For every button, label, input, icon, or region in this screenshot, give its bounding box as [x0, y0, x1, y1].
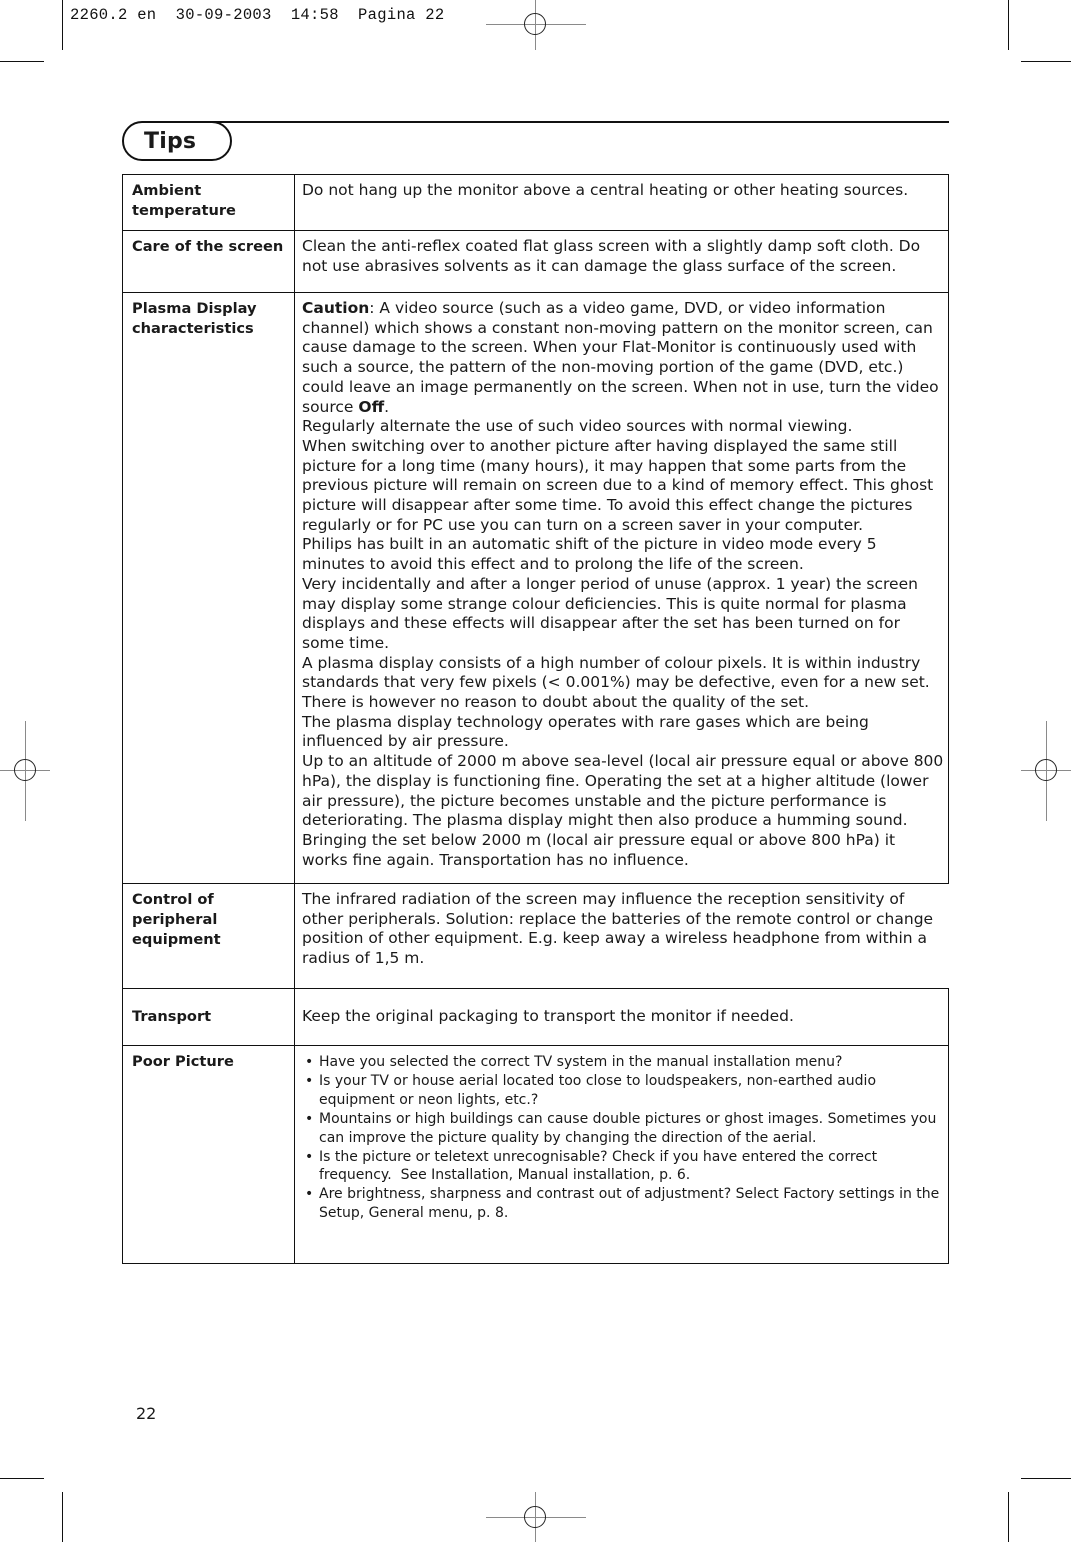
row-label: Care of the screen	[122, 231, 295, 292]
print-slug: 2260.2 en 30-09-2003 14:58 Pagina 22	[70, 6, 445, 24]
paragraph: A plasma display consists of a high number of colour pixels. It is within industry standards that very few pixels (< 0.001%) may be defective, even for a new set. There is however no reason to doubt about the quality of the set.	[302, 653, 930, 712]
crop-mark	[1021, 1478, 1071, 1479]
paragraph: Philips has built in an automatic shift of the picture in video mode every 5 minutes to avoid this effect and to prolong the life of the screen.	[302, 535, 877, 574]
paragraph: Clean the anti-reflex coated flat glass screen with a slightly damp soft cloth. Do not use abrasives solvents as it can damage the glass surface of the screen.	[302, 237, 921, 275]
row-label: Poor Picture	[122, 1046, 295, 1263]
table-row-control-of-peripheral-equipment	[122, 884, 949, 989]
crop-mark	[0, 61, 44, 62]
section-title	[122, 121, 232, 161]
bullet-item: • Is the picture or teletext unrecognisable? Check if you have entered the correct frequency. See Installation, Manual installation, p. 6.	[302, 1148, 944, 1186]
crop-mark	[62, 1492, 63, 1542]
paragraph: The plasma display technology operates with rare gases which are being influenced by air pressure.	[302, 712, 869, 751]
bullet-item: • Is your TV or house aerial located too close to loudspeakers, non-earthed audio equipment or neon lights, etc.?	[302, 1072, 944, 1110]
crop-mark	[1008, 0, 1009, 50]
section-title-text: Tips	[144, 128, 197, 154]
caution-paragraph: Caution: A video source (such as a video game, DVD, or video information channel) which shows a constant non-moving pattern on the monitor screen, can cause damage to the screen. When your Flat-Monitor is continuously used with such a source, the pattern of the non-moving portion of the game (DVD, etc.) could leave an image permanently on the screen. When not in use, turn the video source Off.	[302, 299, 939, 416]
bullet-list	[302, 1053, 944, 1223]
row-content	[295, 989, 949, 1045]
tips-table	[122, 174, 949, 1264]
row-content	[295, 231, 949, 292]
row-label: Plasma Display characteristics	[122, 293, 295, 883]
table-row-plasma-display	[122, 293, 949, 884]
paragraph: When switching over to another picture after having displayed the same still picture for a long time (many hours), it may happen that some parts from the previous picture will remain on screen due to a kind of memory effect. This ghost picture will disappear after some time. To avoid this effect change the pictures regularly or for PC use you can turn on a screen saver in your computer.	[302, 436, 934, 534]
paragraph: Regularly alternate the use of such video sources with normal viewing.	[302, 417, 853, 436]
table-row-care-of-screen	[122, 231, 949, 293]
paragraph: Up to an altitude of 2000 m above sea-level (local air pressure equal or above 800 hPa), the display is functioning fine. Operating the set at a higher altitude (lower air pressure), the picture becomes unstable and the picture performance is deteriorating. The plasma display might then also produce a humming sound. Bringing the set below 2000 m (local air pressure equal or above 800 hPa) it works fine again. Transportation has no influence.	[302, 752, 944, 869]
bullet-item: • Are brightness, sharpness and contrast out of adjustment? Select Factory settings in the Setup, General menu, p. 8.	[302, 1185, 944, 1223]
row-content	[295, 1046, 949, 1263]
row-content	[295, 293, 949, 883]
crop-mark	[0, 1478, 44, 1479]
paragraph: Very incidentally and after a longer period of unuse (approx. 1 year) the screen may display some strange colour deficiencies. This is quite normal for plasma displays and these effects will disappear after the set has been turned on for some time.	[302, 574, 918, 652]
bullet-item: • Mountains or high buildings can cause double pictures or ghost images. Sometimes you can improve the picture quality by changing the direction of the aerial.	[302, 1110, 944, 1148]
off-label: Off	[358, 397, 385, 416]
row-content	[295, 175, 949, 230]
row-content	[295, 884, 949, 988]
row-label: Transport	[122, 989, 295, 1045]
table-row-transport	[122, 989, 949, 1046]
crop-mark	[62, 0, 63, 50]
caution-text: : A video source (such as a video game, DVD, or video information channel) which shows a constant non-moving pattern on the monitor screen, can cause damage to the screen. When your Flat-Monitor is continuously used with such a source, the pattern of the non-moving portion of the game (DVD, etc.) could leave an image permanently on the screen. When not in use, turn the video source	[302, 299, 939, 416]
row-label: Control of peripheral equipment	[122, 884, 295, 988]
paragraph: Do not hang up the monitor above a central heating or other heating sources.	[302, 181, 909, 199]
page-number: 22	[136, 1404, 157, 1423]
caution-label: Caution	[302, 299, 370, 317]
paragraph: The infrared radiation of the screen may influence the reception sensitivity of other peripherals. Solution: replace the batteries of the remote control or change position of other equipment. E.g. keep away a wireless headphone from within a radius of 1,5 m.	[302, 890, 943, 968]
table-row-poor-picture	[122, 1046, 949, 1264]
crop-mark	[1008, 1492, 1009, 1542]
row-label: Ambient temperature	[122, 175, 295, 230]
bullet-item: • Have you selected the correct TV system in the manual installation menu?	[302, 1053, 944, 1072]
table-row-ambient-temperature	[122, 175, 949, 231]
crop-mark	[1021, 61, 1071, 62]
paragraph: Keep the original packaging to transport the monitor if needed.	[302, 1007, 794, 1025]
header-rule	[170, 121, 949, 123]
